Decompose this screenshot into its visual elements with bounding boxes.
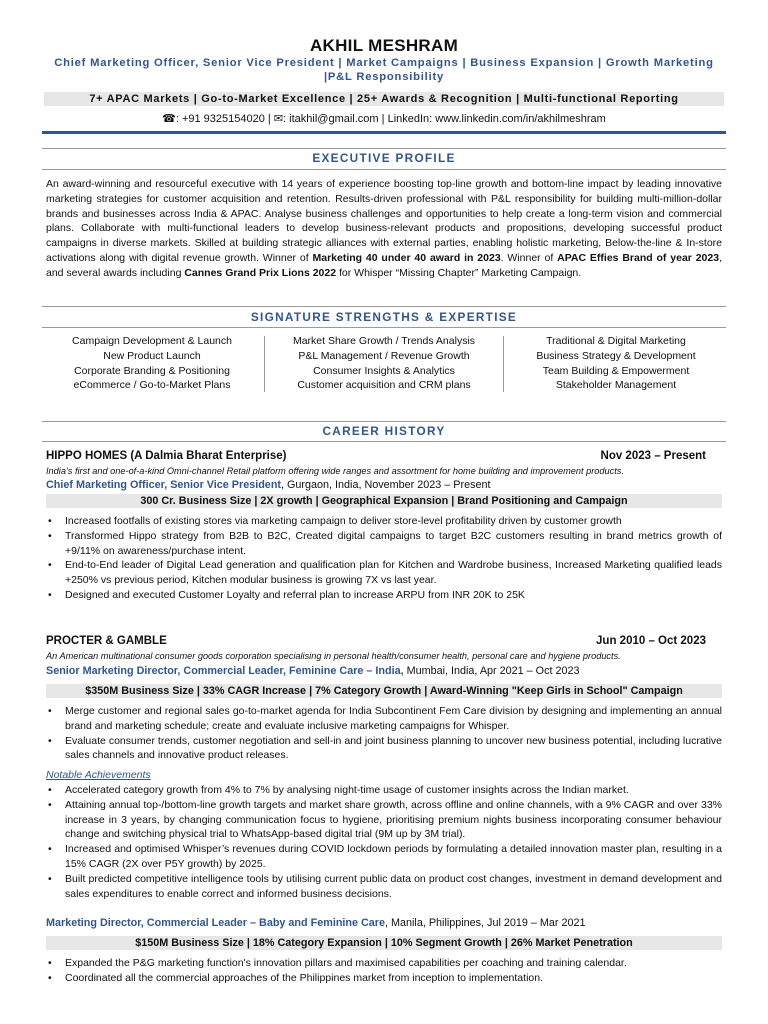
list-item: • Increased and optimised Whisper’s revenues during COVID lockdown periods by formulating a detailed innovation master plan, resulting in a 15% CAGR (2X over P5Y growth) by 2025. <box>46 842 722 872</box>
achievement-bullets <box>46 783 722 901</box>
section-divider <box>42 169 726 170</box>
job-bullets <box>46 514 722 603</box>
strength-item: Business Strategy & Development <box>536 349 696 362</box>
phone-icon: ☎ <box>162 113 176 125</box>
strength-item: Market Share Growth / Trends Analysis <box>292 335 476 347</box>
column-divider <box>264 336 265 392</box>
list-item: • Increased footfalls of existing stores via marketing campaign to deliver store-level profitability driven by customer growth <box>46 514 722 529</box>
strength-item: P&L Management / Revenue Growth <box>298 349 470 362</box>
notable-achievements-heading: Notable Achievements <box>46 769 151 781</box>
job-bullets <box>46 704 722 763</box>
company-description: India’s first and one-of-a-kind Omni-channel Retail platform offering wide ranges and assortment for home building and improvement products. <box>46 466 624 476</box>
company-hippo-homes: HIPPO HOMES (A Dalmia Bharat Enterprise) Nov 2023 – Present <box>46 450 706 462</box>
job-dates: Nov 2023 – Present <box>600 450 706 462</box>
strength-item: Campaign Development & Launch <box>72 335 232 347</box>
list-item: • Built predicted competitive intelligence tools by utilising current public data on product cost changes, investment in demand development and sales expenditures to enable correct and informed business decisions. <box>46 872 722 902</box>
list-item: • Accelerated category growth from 4% to 7% by analysing night-time usage of customer insights across the Indian market. <box>46 783 722 798</box>
section-divider <box>42 306 726 307</box>
list-item: • Merge customer and regional sales go-to-market agenda for India Subcontinent Fem Care division by designing and implementing an annual brand and marketing schedule; create and evaluate inclusive marketing campaigns for Whisper. <box>46 704 722 734</box>
list-item: • Coordinated all the commercial approaches of the Philippines market from inception to implementation. <box>46 971 722 986</box>
job-dates: Jun 2010 – Oct 2023 <box>596 635 706 647</box>
list-item: • Expanded the P&G marketing function's innovation pillars and maximised capabilities per coaching and training calendar. <box>46 956 722 971</box>
list-item: • Attaining annual top-/bottom-line growth targets and market share growth, across offline and online channels, with a 9% CAGR and over 33% increase in 3 years, by changing communication focus to hygiene, prioritising premium nights business incorporating consumer behaviour change and switching physical trial to WhatsApp-based digital trial (9M up by 3M trial). <box>46 798 722 842</box>
contact-line <box>0 112 768 125</box>
header-rule <box>42 131 726 134</box>
strength-item: Customer acquisition and CRM plans <box>297 379 471 392</box>
highlights-bar: 7+ APAC Markets | Go-to-Market Excellence | 25+ Awards & Recognition | Multi-functional Reporting <box>44 92 724 106</box>
section-title-career: CAREER HISTORY <box>322 424 446 438</box>
candidate-name: AKHIL MESHRAM <box>309 36 459 55</box>
role-line: Chief Marketing Officer, Senior Vice President, Gurgaon, India, November 2023 – Present <box>46 479 491 491</box>
company-description: An American multinational consumer goods corporation specialising in personal health/consumer health, personal care and hygiene products. <box>46 651 621 661</box>
strength-item: Traditional & Digital Marketing <box>546 335 686 347</box>
job-metrics-bar: 300 Cr. Business Size | 2X growth | Geographical Expansion | Brand Positioning and Campaign <box>46 494 722 508</box>
strengths-column-3 <box>506 334 726 393</box>
headline-titles: Chief Marketing Officer, Senior Vice President | Market Campaigns | Business Expansion | Growth Marketing |P&L Responsibility <box>54 57 714 83</box>
strengths-column-1 <box>42 334 262 393</box>
job-metrics-bar: $350M Business Size | 33% CAGR Increase | 7% Category Growth | Award-Winning "Keep Girls in School" Campaign <box>46 684 722 698</box>
strength-item: Corporate Branding & Positioning <box>74 364 230 377</box>
linkedin-link[interactable]: LinkedIn: www.linkedin.com/in/akhilmeshram <box>387 113 606 125</box>
strengths-column-2 <box>274 334 494 393</box>
role-line: Marketing Director, Commercial Leader – Baby and Feminine Care, Manila, Philippines, Jul 2019 – Mar 2021 <box>46 917 586 929</box>
phone-number: : +91 9325154020 <box>175 113 265 125</box>
list-item: • Designed and executed Customer Loyalty and referral plan to increase ARPU from INR 20K to 25K <box>46 588 722 603</box>
email-address[interactable]: : itakhil@gmail.com <box>283 113 379 125</box>
job-metrics-bar: $150M Business Size | 18% Category Expansion | 10% Segment Growth | 26% Market Penetration <box>46 936 722 950</box>
section-divider <box>42 148 726 149</box>
separator: | <box>267 113 271 125</box>
job-bullets <box>46 956 722 986</box>
strength-item: eCommerce / Go-to-Market Plans <box>73 379 231 392</box>
section-title-profile: EXECUTIVE PROFILE <box>312 151 456 165</box>
list-item: • Evaluate consumer trends, customer negotiation and sell-in and joint business planning to uncover new business potential, including lucrative sales channels and innovative product releases. <box>46 734 722 764</box>
company-procter-gamble: PROCTER & GAMBLE Jun 2010 – Oct 2023 <box>46 635 706 647</box>
list-item: • Transformed Hippo strategy from B2B to B2C, Created digital campaigns to target B2C customers resulting in brand metrics growth of +9/11% on awareness/purchase intent. <box>46 529 722 559</box>
column-divider <box>503 336 504 392</box>
email-icon: ✉ <box>273 113 284 125</box>
strength-item: Team Building & Empowerment <box>542 364 690 377</box>
separator: | <box>381 113 385 125</box>
section-divider <box>42 441 726 442</box>
section-divider <box>42 327 726 328</box>
strength-item: New Product Launch <box>103 349 201 362</box>
strength-item: Consumer Insights & Analytics <box>313 364 455 377</box>
section-divider <box>42 421 726 422</box>
role-line: Senior Marketing Director, Commercial Leader, Feminine Care – India, Mumbai, India, Apr 2021 – Oct 2023 <box>46 665 580 677</box>
strength-item: Stakeholder Management <box>555 379 677 392</box>
section-title-strengths: SIGNATURE STRENGTHS & EXPERTISE <box>250 310 518 324</box>
executive-profile-text: An award-winning and resourceful executive with 14 years of experience boosting top-line growth and bottom-line impact by leading innovative marketing strategies for customer acquisition and retention. Results-driven professional with P&L responsibility for building multi-million-dollar brands and businesses across India & APAC. Analyse business challenges and opportunities to help create a long-term vision and commercial plans. Collaborate with multi-functional leaders to develop business-relevant products and propositions, developing successful product campaigns in diverse markets. Skilled at building strategic alliances with external parties, enabling holistic marketing, Below-the-line & In-store activations along with digital revenue growth. Winner of Marketing 40 under 40 award in 2023. Winner of APAC Effies Brand of year 2023, and several awards including Cannes Grand Prix Lions 2022 for Whisper “Missing Chapter” Marketing Campaign. <box>46 178 722 279</box>
list-item: • End-to-End leader of Digital Lead generation and qualification plan for Kitchen and Wardrobe business, Increased Marketing qualified leads +250% vs previous period, Kitchen modular business is growing 7X vs last year. <box>46 558 722 588</box>
